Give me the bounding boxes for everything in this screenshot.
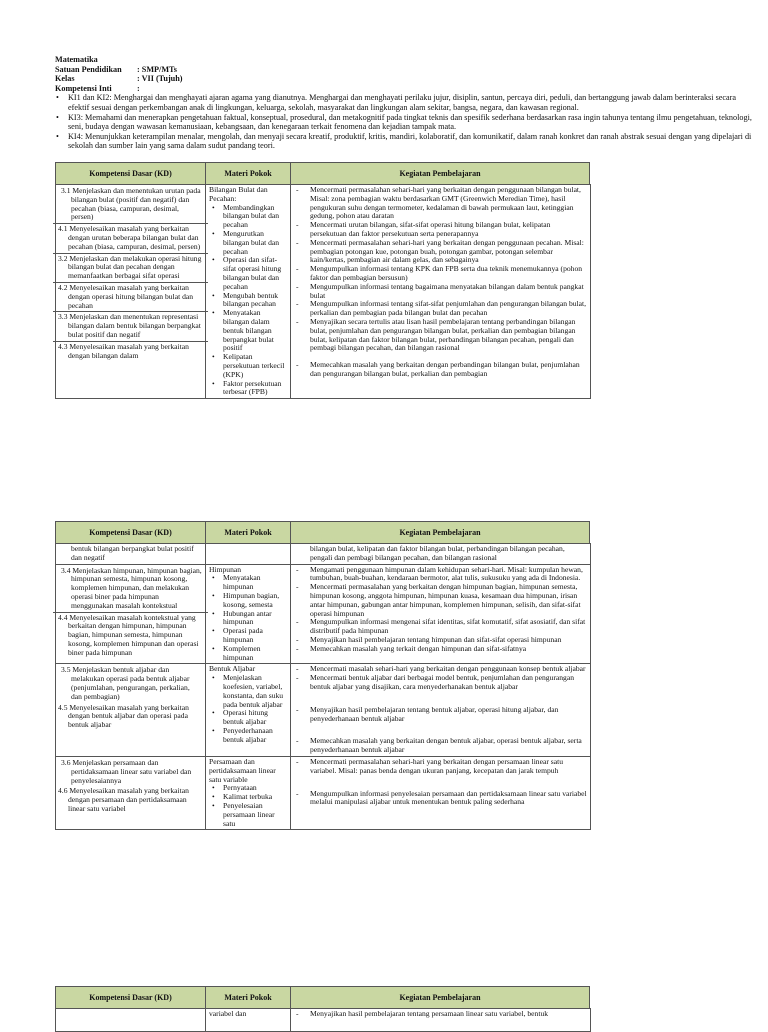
table3 xyxy=(55,1008,591,1032)
materi-list xyxy=(209,674,287,744)
kd-cell xyxy=(56,1009,206,1032)
kd-item: 4.4 Menyelesaikan masalah kontekstual yang berkaitan dengan himpunan, himpunan bagian, himpunan semesta, himpunan kosong, komplemen himpunan dan operasi biner pada himpunan xyxy=(53,612,208,659)
kegiatan-list xyxy=(294,186,587,379)
kegiatan-item: - Mengumpulkan informasi tentang sifat-sifat penjumlahan dan pengurangan bilangan bulat, perkalian dan pembagian pada bilangan bulat dan pecahan xyxy=(294,300,587,318)
kegiatan-cell xyxy=(291,564,591,664)
kd-cell xyxy=(56,756,206,829)
kegiatan-item: - Mengumpulkan informasi penyelesaian persamaan dan pertidaksamaan linear satu variabel melalui manipulasi aljabar untuk menentukan bentuk paling sederhana xyxy=(294,790,587,808)
materi-list xyxy=(209,574,287,662)
kegiatan-item: - Menyajikan hasil pembelajaran tentang bentuk aljabar, operasi hitung aljabar, dan penyederhanaan bentuk aljabar xyxy=(294,706,587,724)
col-header-kegiatan: Kegiatan Pembelajaran xyxy=(399,169,481,178)
materi-title: Bentuk Aljabar xyxy=(209,664,256,674)
materi-item: • Himpunan bagian, kosong, semesta xyxy=(221,592,287,610)
ki-value: : xyxy=(137,83,140,93)
kegiatan-item: - Memecahkan masalah yang terkait dengan himpunan dan sifat-sifatnya xyxy=(294,645,587,654)
kegiatan-list xyxy=(294,665,587,755)
materi-item: • Kalimat terbuka xyxy=(221,793,287,802)
kegiatan-item: - Mengamati penggunaan himpunan dalam kehidupan sehari-hari. Misal: kumpulan hewan, tumbuhan, buah-buahan, kendaraan bermotor, alat tulis, sukusuku yang ada di Indonesia. xyxy=(294,566,587,584)
kegiatan-list xyxy=(294,566,587,654)
materi-item: • Penyederhanaan bentuk aljabar xyxy=(221,727,287,745)
materi-list xyxy=(209,204,287,398)
col-header-kd: Kompetensi Dasar (KD) xyxy=(56,522,206,543)
table-row xyxy=(56,664,591,757)
kd-item: 3.3 Menjelaskan dan menentukan representasi bilangan dalam bentuk bilangan berpangkat bulat positif dan negatif xyxy=(53,311,208,340)
kegiatan-item: - Mencermati masalah sehari-hari yang berkaitan dengan penggunaan konsep bentuk aljabar xyxy=(294,665,587,674)
table-row xyxy=(56,564,591,664)
ki-row xyxy=(55,84,755,94)
ki-item: • KI4: Menunjukkan keterampilan menalar, mengolah, dan menyaji secara kreatif, produktif, kritis, mandiri, kolaboratif, dan komunikatif, dalam ranah konkret dan ranah abstrak sesuai dengan yang dipelajari di sekolah dan sumber lain yang sama dalam sudut pandang teori. xyxy=(55,132,755,151)
materi-item: • Mengurutkan bilangan bulat dan pecahan xyxy=(221,230,287,256)
subject-title: Matematika xyxy=(55,55,98,64)
materi-item: • Menyatakan himpunan xyxy=(221,574,287,592)
materi-title: Bilangan Bulat dan Pecahan: xyxy=(209,185,268,203)
col-header-materi: Materi Pokok xyxy=(206,163,291,184)
materi-item: • Faktor persekutuan terbesar (FPB) xyxy=(221,380,287,398)
materi-item: • Komplemen himpunan xyxy=(221,645,287,663)
materi-item: • Operasi hitung bentuk aljabar xyxy=(221,709,287,727)
kegiatan-item: - Mencermati permasalahan sehari-hari yang berkaitan dengan persamaan linear satu variabel. Misal: panas benda dengan ukuran panjang, kecepatan dan jarak tempuh xyxy=(294,758,587,776)
ki-item: • KI1 dan KI2: Menghargai dan menghayati ajaran agama yang dianutnya. Menghargai dan menghayati perilaku jujur, disiplin, santun, percaya diri, peduli, dan bertanggung jawab dalam berinteraksi secara efektif sesuai dengan perkembangan anak di lingkungan, keluarga, sekolah, masyarakat dan lingkungan alam sekitar, bangsa, negara, dan kawasan regional. xyxy=(55,93,755,112)
table-row xyxy=(56,1009,591,1032)
kd-item: 4.1 Menyelesaikan masalah yang berkaitan dengan urutan beberapa bilangan bulat dan pecahan (biasa, campuran, desimal, persen) xyxy=(53,223,208,252)
kegiatan-item: - Mencermati urutan bilangan, sifat-sifat operasi hitung bilangan bulat, kelipatan persekutuan dan faktor persekutuan serta penerapannya xyxy=(294,221,587,239)
kegiatan-item: - Memecahkan masalah yang berkaitan dengan bentuk aljabar, operasi bentuk aljabar, serta penyederhanaan bentuk aljabar xyxy=(294,737,587,755)
ki-item: • KI3: Memahami dan menerapkan pengetahuan faktual, konseptual, prosedural, dan metakognitif pada tingkat teknis dan spesifik sederhana berdasarkan rasa ingin tahunya tentang ilmu pengetahuan, teknologi, seni, budaya dengan wawasan kemanusiaan, kebangsaan, dan kenegaraan terkait fenomena dan kejadian tampak mata. xyxy=(55,113,755,132)
materi-item: • Mengubah bentuk bilangan pecahan xyxy=(221,292,287,310)
materi-cell xyxy=(206,664,291,757)
col-header-kd: Kompetensi Dasar (KD) xyxy=(56,163,206,184)
materi-item: • Menjelaskan koefesien, variabel, konstanta, dan suku pada bentuk aljabar xyxy=(221,674,287,709)
kegiatan-item: - Mengumpulkan informasi tentang KPK dan FPB serta dua teknik menemukannya (pohon faktor dan pembagian bersusun) xyxy=(294,265,587,283)
materi-cell xyxy=(206,185,291,399)
kd-item: 3.6 Menjelaskan persamaan dan pertidaksamaan linear satu variabel dan penyelesaiannya xyxy=(61,757,192,785)
kd-item: 4.3 Menyelesaikan masalah yang berkaitan dengan bilangan dalam xyxy=(53,341,208,362)
col-header-kd: Kompetensi Dasar (KD) xyxy=(56,987,206,1008)
kegiatan-item: - Menyajikan hasil pembelajaran tentang persamaan linear satu variabel, bentuk xyxy=(294,1010,587,1019)
school-row xyxy=(55,65,755,75)
kegiatan-list xyxy=(294,758,587,807)
kd-item: 3.4 Menjelaskan himpunan, himpunan bagian, himpunan semesta, himpunan kosong, komplemen himpunan, dan melakukan operasi biner pada himpunan menggunakan masalah kontekstual xyxy=(61,565,202,610)
materi-cell xyxy=(206,756,291,829)
kegiatan-item: - Mencermati permasalahan sehari-hari yang berkaitan dengan penggunaan bilangan bulat, Misal: zona pembagian waktu berdasarkan GMT (Greenwich Meredian Time), hasil pengukuran suhu dengan termometer, kedalaman di bawah permukaan laut, ketinggian gedung, pohon atau daratan xyxy=(294,186,587,221)
table1 xyxy=(55,184,591,399)
materi-item: • Penyelesaian persamaan linear satu xyxy=(221,802,287,828)
kegiatan-cell xyxy=(291,1009,591,1032)
table2-header xyxy=(55,521,590,544)
kegiatan-item: - Mencermati permasalahan yang berkaitan dengan himpunan bagian, himpunan semesta, himpunan kosong, anggota himpunan, himpunan kuasa, kesamaan dua himpunan, irisan antar himpunan, gabungan antar himpunan, komplemen himpunan, selisih, dan sifat-sifat operasi himpunan xyxy=(294,583,587,618)
school-label: Satuan Pendidikan xyxy=(55,64,122,74)
kd-item: 3.5 Menjelaskan bentuk aljabar dan melakukan operasi pada bentuk aljabar (penjumlahan, pengurangan, perkalian, dan pembagian) xyxy=(61,665,190,701)
kd-cell: bentuk bilangan berpangkat bulat positif dan negatif xyxy=(56,544,206,565)
col-header-materi: Materi Pokok xyxy=(206,522,291,543)
materi-cell: variabel dan xyxy=(206,1009,291,1032)
kd-item: 3.1 Menjelaskan dan menentukan urutan pada bilangan bulat (positif dan negatif) dan pecahan (biasa, campuran, desimal, persen) xyxy=(61,186,201,222)
materi-item: • Menyatakan bilangan dalam bentuk bilangan berpangkat bulat positif xyxy=(221,309,287,353)
class-label: Kelas xyxy=(55,74,75,84)
kegiatan-cell xyxy=(291,185,591,399)
document-header xyxy=(55,55,755,151)
kd-item: 4.5 Menyelesaikan masalah yang berkaitan dengan bentuk aljabar dan operasi pada bentuk aljabar xyxy=(58,702,189,730)
col-header-materi: Materi Pokok xyxy=(206,987,291,1008)
kegiatan-cell xyxy=(291,664,591,757)
ki-list xyxy=(55,93,755,151)
materi-item: • Operasi pada himpunan xyxy=(221,627,287,645)
kd-item: 3.2 Menjelaskan dan melakukan operasi hitung bilangan bulat dan pecahan dengan memanfaatkan berbagai sifat operasi xyxy=(53,253,208,282)
kegiatan-item: - Mengumpulkan informasi tentang bagaimana menyatakan bilangan dalam bentuk pangkat bulat xyxy=(294,283,587,301)
table-row xyxy=(56,756,591,829)
materi-item: • Hubungan antar himpunan xyxy=(221,610,287,628)
kegiatan-cell: bilangan bulat, kelipatan dan faktor bilangan bulat, perbandingan bilangan pecahan, pengali dan pembagi bilangan pecahan, dan bilangan rasional xyxy=(291,544,591,565)
kd-item: 4.2 Menyelesaikan masalah yang berkaitan dengan operasi hitung bilangan bulat dan pecahan xyxy=(53,282,208,311)
kegiatan-item: - Menyajikan hasil pembelajaran tentang himpunan dan sifat-sifat operasi himpunan xyxy=(294,636,587,645)
materi-title: Himpunan xyxy=(209,564,242,574)
table3-header xyxy=(55,986,590,1009)
kd-cell xyxy=(56,564,206,664)
kegiatan-list xyxy=(294,1010,587,1019)
table1-header xyxy=(55,162,590,185)
materi-item: • Membandingkan bilangan bulat dan pecahan xyxy=(221,204,287,230)
table-row xyxy=(56,185,591,399)
kegiatan-item: - Mencermati bentuk aljabar dari berbagai model bentuk, penjumlahan dan pengurangan bentuk aljabar yang disajikan, cara menyederhanakan bentuk aljabar xyxy=(294,674,587,692)
class-value: : VII (Tujuh) xyxy=(137,74,183,84)
kegiatan-item: - Memecahkan masalah yang berkaitan dengan perbandingan bilangan bulat, penjumlahan dan pengurangan bilangan bulat, perkalian dan pembagian xyxy=(294,361,587,379)
materi-item: • Pernyataan xyxy=(221,784,287,793)
table2 xyxy=(55,543,591,830)
col-header-kegiatan: Kegiatan Pembelajaran xyxy=(399,528,481,537)
kegiatan-cell xyxy=(291,756,591,829)
kd-cell xyxy=(56,664,206,757)
class-row xyxy=(55,74,755,84)
materi-cell xyxy=(206,544,291,565)
kegiatan-item: - Menyajikan secara tertulis atau lisan hasil pembelajaran tentang perbandingan bilangan bulat, penjumlahan dan pengurangan bilangan bulat, perkalian dan pembagian bilangan bulat, kelipatan dan faktor bilangan bulat, perbandingan bilangan pecahan, pengali dan pembagi bilangan pecahan, dan bilangan rasional xyxy=(294,318,587,353)
materi-item: • Operasi dan sifat-sifat operasi hitung bilangan bulat dan pecahan xyxy=(221,256,287,291)
materi-title: Persamaan dan pertidaksamaan linear satu variable xyxy=(209,756,276,784)
materi-list xyxy=(209,784,287,828)
kd-cell xyxy=(56,185,206,399)
school-value: : SMP/MTs xyxy=(137,64,177,74)
col-header-kegiatan: Kegiatan Pembelajaran xyxy=(399,993,481,1002)
ki-label: Kompetensi Inti xyxy=(55,83,112,93)
kegiatan-item: - Mencermati permasalahan sehari-hari yang berkaitan dengan penggunaan pecahan. Misal: pembagian potongan kue, potongan buah, potongan gambar, potongan selembar kain/kertas, pembagian air dalam gelas, dan sebagainya xyxy=(294,239,587,265)
materi-item: • Kelipatan persekutuan terkecil (KPK) xyxy=(221,353,287,379)
kegiatan-item: - Mengumpulkan informasi mengenai sifat identitas, sifat komutatif, sifat asosiatif, dan sifat distributif pada himpunan xyxy=(294,618,587,636)
kd-item: 4.6 Menyelesaikan masalah yang berkaitan dengan persamaan dan pertidaksamaan linear satu variabel xyxy=(58,786,189,813)
materi-cell xyxy=(206,564,291,664)
table-row xyxy=(56,544,591,565)
